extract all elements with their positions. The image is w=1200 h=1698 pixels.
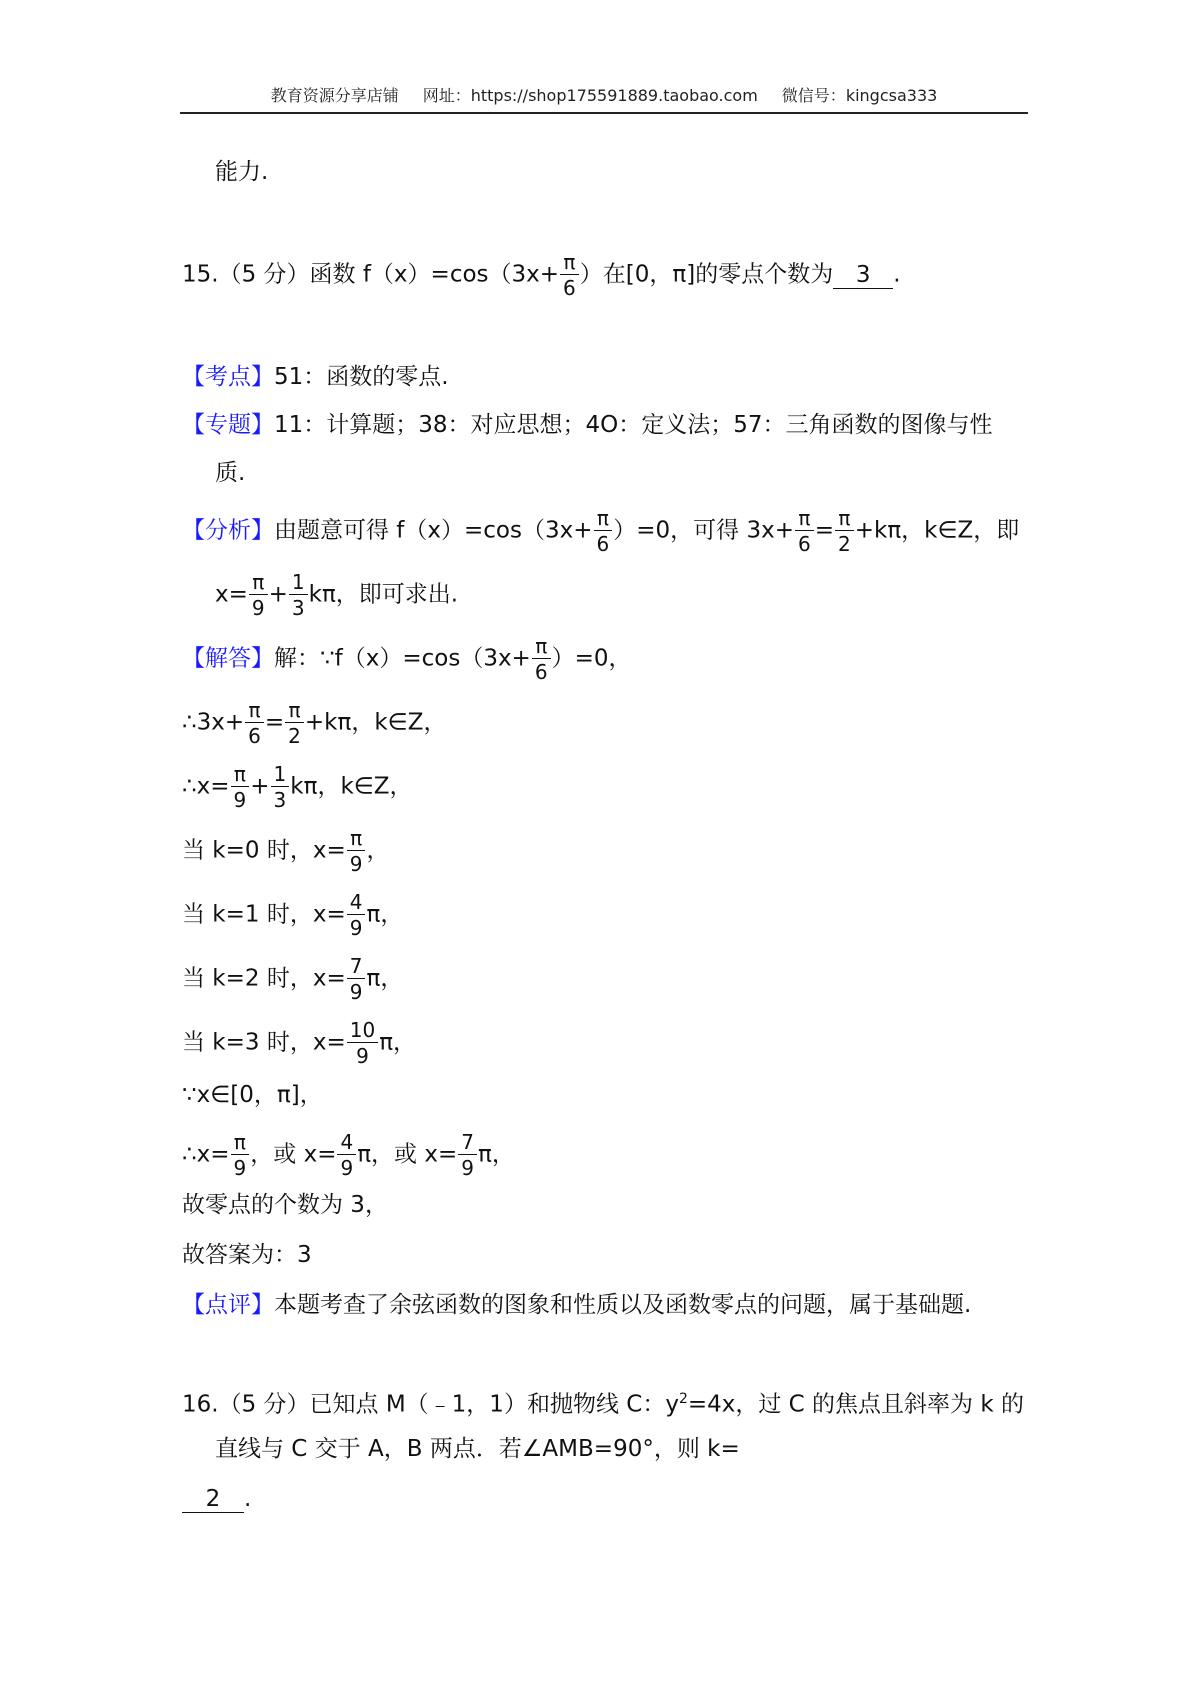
fenxi-line: 【分析】由题意可得 f（x）=cos（3x+ $\frac{\pi}{6}$ ）=0，可得 3x+ $\frac{\pi}{6}$ = $\frac{\pi}{2}$ +kπ，k∈Z，即 (182, 506, 1020, 556)
dianping-tag: 【点评】 (182, 1292, 274, 1318)
count-line: 故零点的个数为 3， (182, 1192, 388, 1218)
solution-step-2: ∴x= $\frac{\pi}{9}$ + $\frac{1}{3}$ kπ，k∈Z， (182, 762, 413, 812)
wechat-id: 微信号：kingcsa333 (781, 86, 938, 105)
case-k0: 当 k=0 时，x= $\frac{\pi}{9}$ ， (182, 826, 390, 876)
q16-stem: 16.（5 分）已知点 M（﹣1，1）和抛物线 C：$y^2=4x$，过 C 的焦点且斜率为 k 的 (182, 1391, 1024, 1418)
previous-question-tail: 能力. (215, 159, 269, 185)
q16-stem-2: 直线与 C 交于 A，B 两点．若∠AMB=90°，则 k= (215, 1436, 740, 1462)
fraction: $\frac{7}{9}$ (458, 1132, 477, 1178)
fraction: $\frac{4}{9}$ (337, 1132, 356, 1178)
fraction: $\frac{7}{9}$ (347, 956, 366, 1002)
q16-answer-line: 2 . (182, 1482, 251, 1516)
fraction: $\frac{10}{9}$ (347, 1020, 378, 1066)
jieda-tag: 【解答】 (182, 645, 274, 672)
fraction: $\frac{\pi}{6}$ (532, 636, 551, 682)
fraction: $\frac{\pi}{2}$ (285, 700, 304, 746)
answer-blank: 2 (182, 1486, 244, 1513)
answer-blank: 3 (833, 262, 893, 289)
shop-url: 网址：https://shop175591889.taobao.com (422, 86, 758, 105)
fraction: $\frac{4}{9}$ (347, 892, 366, 938)
fraction: $\frac{\pi}{9}$ (249, 572, 268, 618)
fraction: $\frac{\pi}{6}$ (560, 252, 579, 298)
solution-step-1: ∴3x+ $\frac{\pi}{6}$ = $\frac{\pi}{2}$ +kπ，k∈Z， (182, 698, 447, 748)
fraction: $\frac{1}{3}$ (289, 572, 308, 618)
fraction: $\frac{\pi}{6}$ (245, 700, 264, 746)
domain-line: ∵x∈[0，π]， (182, 1082, 323, 1108)
fraction: $\frac{\pi}{2}$ (835, 508, 854, 554)
fraction: $\frac{\pi}{9}$ (231, 764, 250, 810)
jieda-line: 【解答】解：∵f（x）=cos（3x+ $\frac{\pi}{6}$ ）=0， (182, 634, 632, 684)
result-line: ∴x= $\frac{\pi}{9}$ ，或 x= $\frac{4}{9}$ π，或 x= $\frac{7}{9}$ π， (182, 1130, 515, 1180)
fraction: $\frac{1}{3}$ (271, 764, 290, 810)
fenxi-tag: 【分析】 (182, 517, 274, 544)
dianping-line: 【点评】本题考查了余弦函数的图象和性质以及函数零点的问题，属于基础题. (182, 1292, 972, 1318)
case-k3: 当 k=3 时，x= $\frac{10}{9}$ π， (182, 1018, 417, 1068)
case-k1: 当 k=1 时，x= $\frac{4}{9}$ π， (182, 890, 404, 940)
zhuanti-tag: 【专题】 (182, 412, 274, 438)
fraction: $\frac{\pi}{9}$ (231, 1132, 250, 1178)
fraction: $\frac{\pi}{9}$ (347, 828, 366, 874)
q15-stem: 15.（5 分）函数 f（x）=cos（3x+ $\frac{\pi}{6}$ ）在[0，π]的零点个数为 3 . (182, 250, 901, 300)
kaodian-tag: 【考点】 (182, 364, 274, 390)
final-answer-line: 故答案为：3 (182, 1242, 312, 1268)
page-header (180, 80, 1028, 114)
fenxi-line-2: x= $\frac{\pi}{9}$ + $\frac{1}{3}$ kπ，即可求出. (215, 570, 459, 620)
case-k2: 当 k=2 时，x= $\frac{7}{9}$ π， (182, 954, 404, 1004)
zhuanti-line: 【专题】11：计算题；38：对应思想；4O：定义法；57：三角函数的图像与性 (182, 412, 993, 438)
kaodian-line: 【考点】51：函数的零点. (182, 364, 449, 390)
zhuanti-line-2: 质. (215, 460, 246, 486)
fraction: $\frac{\pi}{6}$ (795, 508, 814, 554)
shop-name: 教育资源分享店铺 (270, 86, 399, 105)
fraction: $\frac{\pi}{6}$ (594, 508, 613, 554)
